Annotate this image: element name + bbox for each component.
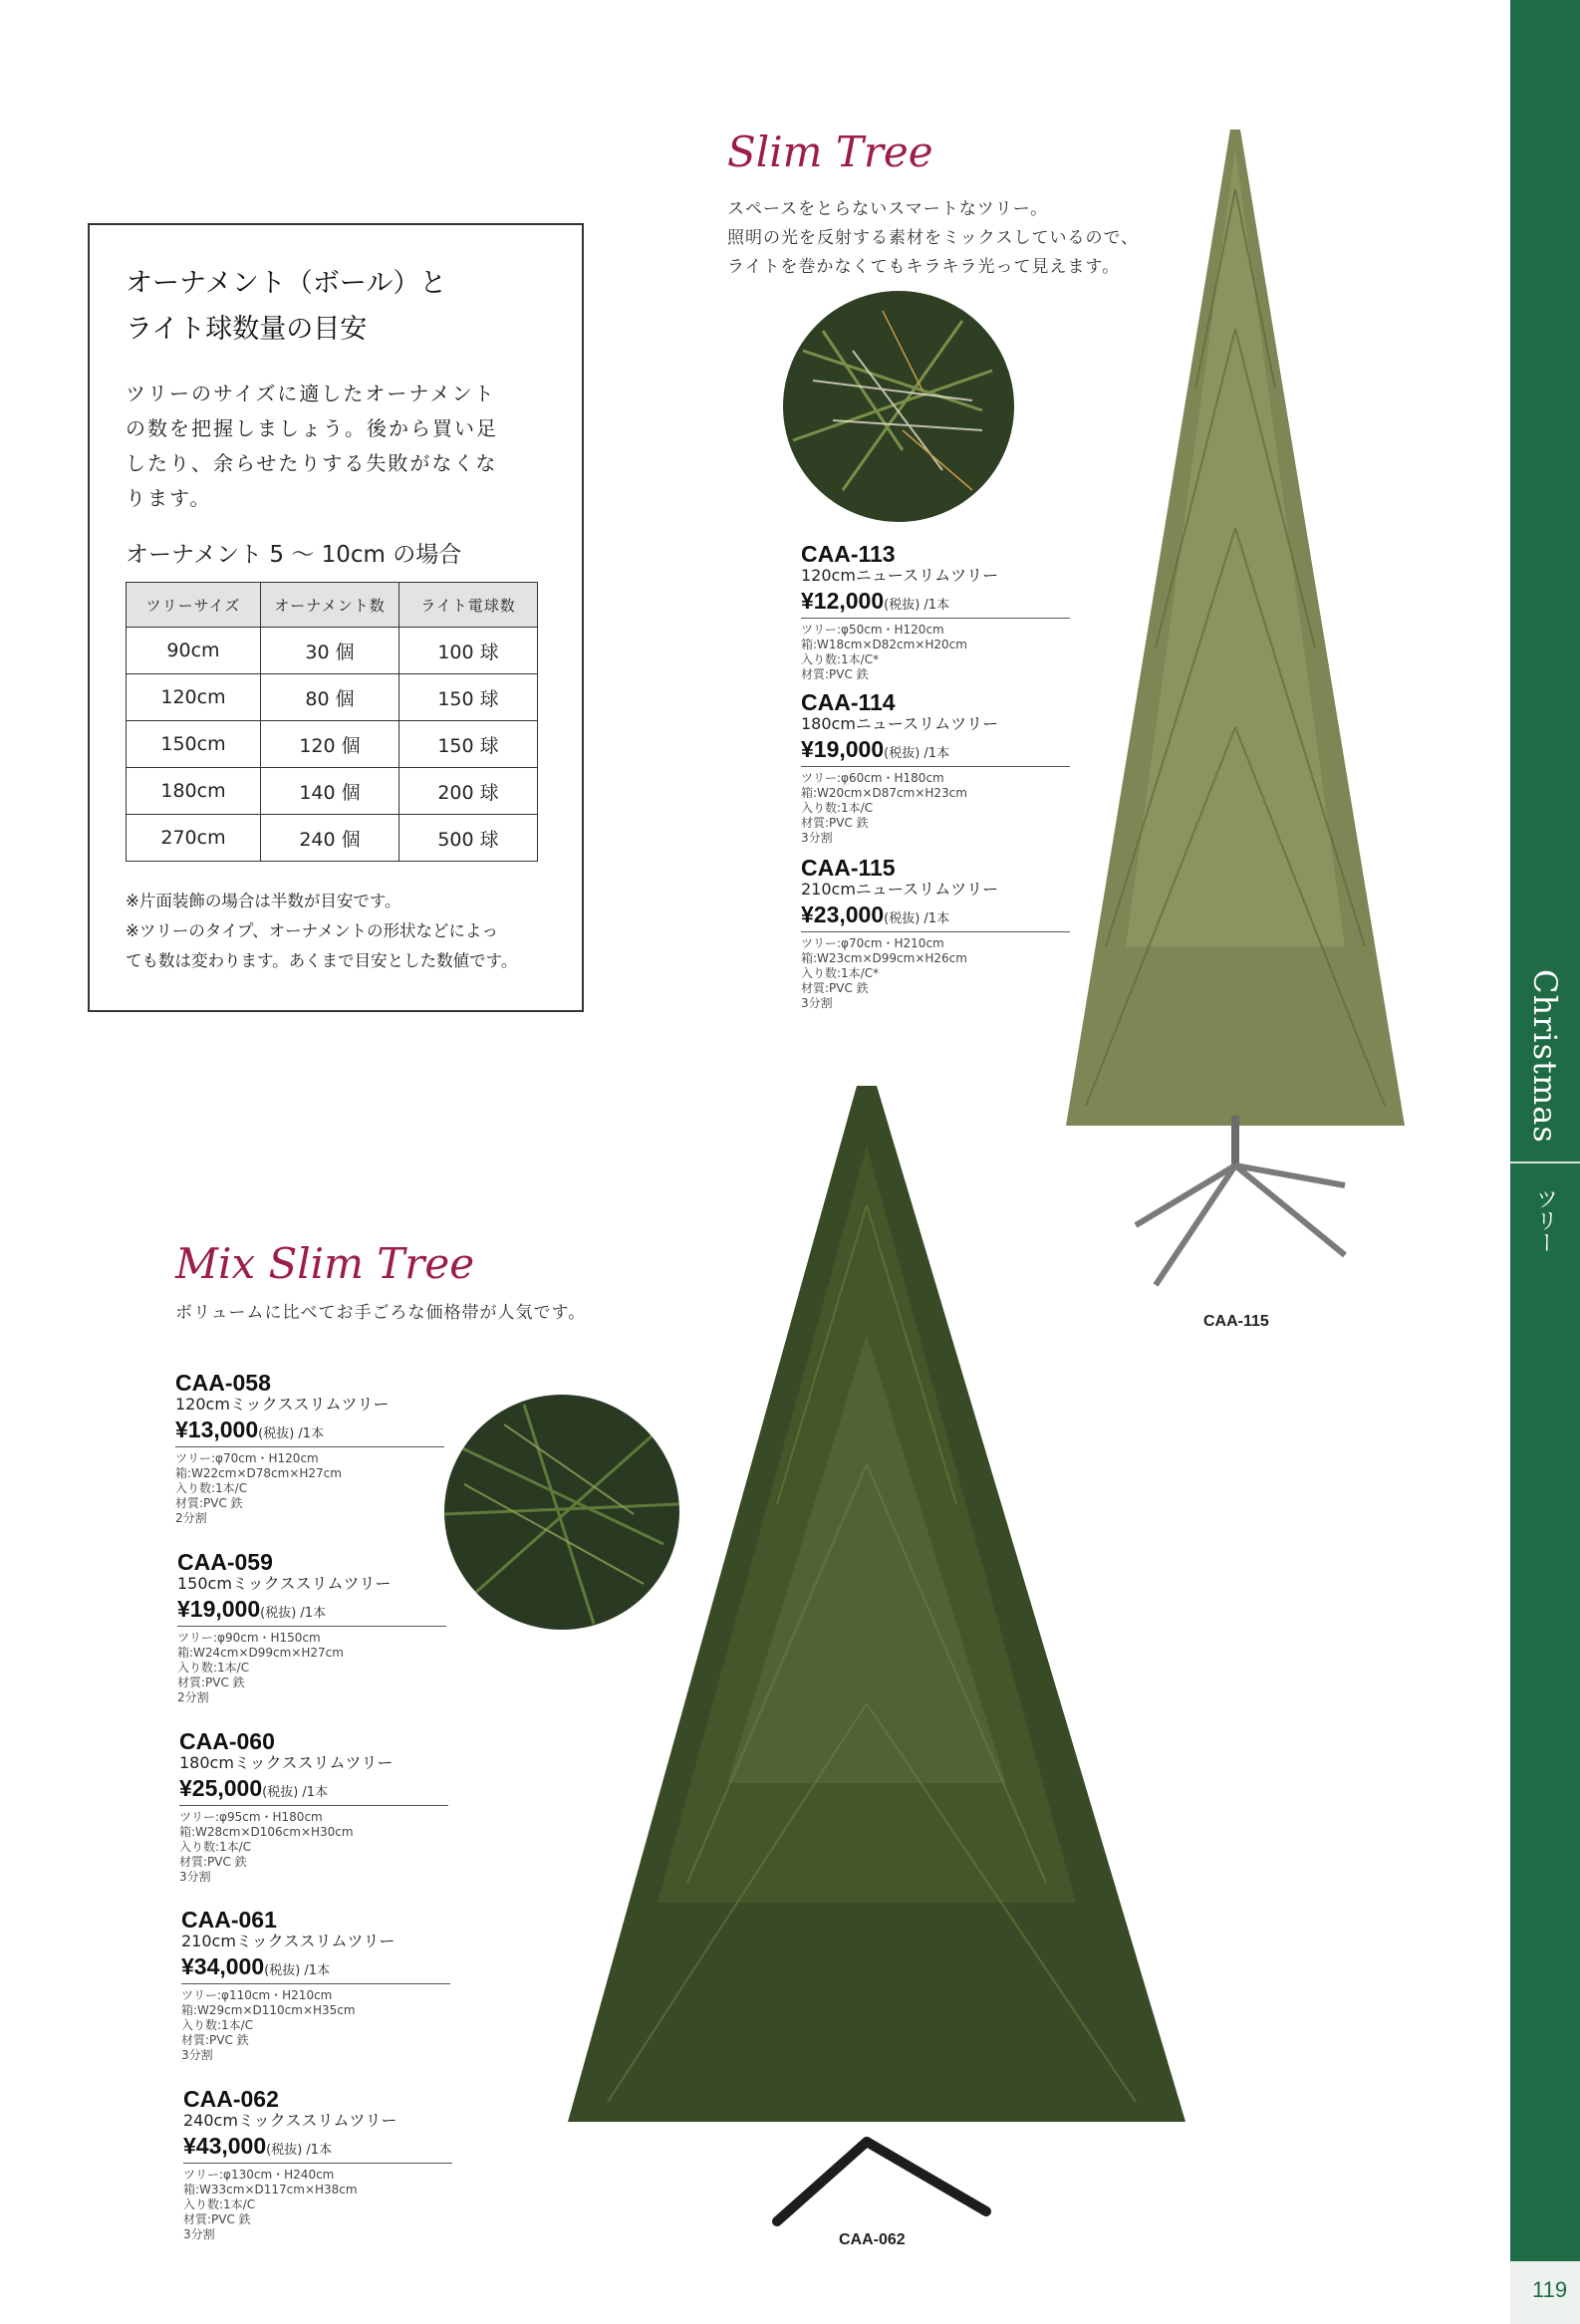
product-name: 180cmミックススリムツリー xyxy=(179,1753,394,1772)
product-caa-059 xyxy=(177,1550,446,1705)
table-row xyxy=(127,628,538,674)
table-row xyxy=(127,674,538,721)
table-header-row xyxy=(127,583,538,628)
price-unit: (税抜) /1本 xyxy=(262,1785,329,1800)
product-name: 240cmミックススリムツリー xyxy=(183,2111,397,2130)
product-price: ¥13,000 xyxy=(175,1417,259,1442)
tab-sub-label: ツリー xyxy=(1532,1187,1558,1253)
price-unit: (税抜) /1本 xyxy=(884,598,950,613)
mix-tree-photo-caption: CAA-062 xyxy=(839,2231,906,2248)
product-caa-113 xyxy=(801,542,1070,682)
mix-slim-tree-title: Mix Slim Tree xyxy=(175,1239,475,1288)
guide-notes: ※片面装飾の場合は半数が目安です。 ※ツリーのタイプ、オーナメントの形状などによっ ても数は変わります。あくまで目安とした数値です。 xyxy=(126,892,518,970)
table-cell: 150 球 xyxy=(399,674,538,721)
table-header: オーナメント数 xyxy=(261,583,399,628)
price-unit: (税抜) /1本 xyxy=(266,2143,333,2158)
price-line xyxy=(801,736,1070,767)
price-line xyxy=(801,588,1070,619)
price-line xyxy=(801,902,1070,932)
product-price: ¥43,000 xyxy=(183,2133,267,2159)
product-name: 150cmミックススリムツリー xyxy=(177,1574,392,1593)
product-specs: ツリー:φ90cm・H150cm 箱:W24cm×D99cm×H27cm 入り数:1本/C 材質:PVC 鉄 2分割 xyxy=(177,1631,344,1704)
table-cell: 140 個 xyxy=(261,768,399,815)
price-unit: (税抜) /1本 xyxy=(260,1606,327,1621)
table-row xyxy=(127,815,538,862)
product-code: CAA-060 xyxy=(179,1728,275,1754)
product-price: ¥23,000 xyxy=(801,902,885,927)
product-code: CAA-113 xyxy=(801,541,896,567)
product-specs: ツリー:φ110cm・H210cm 箱:W29cm×D110cm×H35cm 入り数:1本/C 材質:PVC 鉄 3分割 xyxy=(181,1988,356,2062)
price-unit: (税抜) /1本 xyxy=(264,1963,331,1978)
table-cell: 150cm xyxy=(127,721,261,768)
table-cell: 500 球 xyxy=(399,815,538,862)
ornament-table xyxy=(126,582,538,862)
slim-tree-title: Slim Tree xyxy=(727,128,933,176)
table-cell: 120cm xyxy=(127,674,261,721)
product-caa-114 xyxy=(801,690,1070,846)
table-header: ツリーサイズ xyxy=(127,583,261,628)
table-cell: 100 球 xyxy=(399,628,538,674)
guide-subheading: オーナメント 5 〜 10cm の場合 xyxy=(126,542,462,568)
product-code: CAA-115 xyxy=(801,855,896,881)
product-price: ¥19,000 xyxy=(801,736,885,762)
price-unit: (税抜) /1本 xyxy=(884,746,950,761)
table-cell: 240 個 xyxy=(261,815,399,862)
tab-divider xyxy=(1510,1162,1580,1163)
product-specs: ツリー:φ70cm・H120cm 箱:W22cm×D78cm×H27cm 入り数:1本/C 材質:PVC 鉄 2分割 xyxy=(175,1451,342,1525)
table-header: ライト電球数 xyxy=(399,583,538,628)
slim-tree-detail-photo xyxy=(783,291,1014,522)
price-unit: (税抜) /1本 xyxy=(258,1426,325,1441)
product-code: CAA-062 xyxy=(183,2086,279,2112)
product-price: ¥34,000 xyxy=(181,1953,265,1979)
price-line xyxy=(179,1775,448,1806)
product-specs: ツリー:φ70cm・H210cm 箱:W23cm×D99cm×H26cm 入り数:1本/C* 材質:PVC 鉄 3分割 xyxy=(801,936,967,1010)
mix-tree-photo xyxy=(558,1086,1195,2241)
price-line xyxy=(183,2133,452,2164)
table-cell: 270cm xyxy=(127,815,261,862)
table-row xyxy=(127,721,538,768)
price-line xyxy=(175,1417,444,1447)
table-cell: 80 個 xyxy=(261,674,399,721)
product-price: ¥12,000 xyxy=(801,588,885,614)
guide-title: オーナメント（ボール）と ライト球数量の目安 xyxy=(126,268,447,345)
table-cell: 200 球 xyxy=(399,768,538,815)
table-cell: 150 球 xyxy=(399,721,538,768)
product-specs: ツリー:φ60cm・H180cm 箱:W20cm×D87cm×H23cm 入り数:1本/C 材質:PVC 鉄 3分割 xyxy=(801,771,967,845)
product-name: 210cmミックススリムツリー xyxy=(181,1932,395,1950)
product-caa-061 xyxy=(181,1908,450,2063)
product-name: 210cmニュースリムツリー xyxy=(801,880,999,899)
tab-label: Christmas xyxy=(1526,968,1564,1144)
product-name: 120cmニュースリムツリー xyxy=(801,566,999,585)
table-cell: 120 個 xyxy=(261,721,399,768)
slim-tree-description: スペースをとらないスマートなツリー。 照明の光を反射する素材をミックスしているので、 ライトを巻かなくてもキラキラ光って見えます。 xyxy=(727,199,1140,277)
product-caa-060 xyxy=(179,1729,448,1885)
product-caa-115 xyxy=(801,856,1070,1011)
product-name: 120cmミックススリムツリー xyxy=(175,1395,390,1414)
table-cell: 180cm xyxy=(127,768,261,815)
product-code: CAA-114 xyxy=(801,689,896,715)
table-row xyxy=(127,768,538,815)
product-caa-062 xyxy=(183,2087,452,2242)
product-specs: ツリー:φ130cm・H240cm 箱:W33cm×D117cm×H38cm 入り数:1本/C 材質:PVC 鉄 3分割 xyxy=(183,2168,358,2241)
product-specs: ツリー:φ50cm・H120cm 箱:W18cm×D82cm×H20cm 入り数:1本/C* 材質:PVC 鉄 xyxy=(801,623,967,681)
price-line xyxy=(177,1596,446,1627)
slim-tree-photo-caption: CAA-115 xyxy=(1203,1313,1269,1330)
product-code: CAA-061 xyxy=(181,1907,277,1933)
table-cell: 90cm xyxy=(127,628,261,674)
price-line xyxy=(181,1953,450,1984)
product-caa-058 xyxy=(175,1371,444,1526)
product-price: ¥25,000 xyxy=(179,1775,263,1801)
product-code: CAA-059 xyxy=(177,1549,273,1575)
product-specs: ツリー:φ95cm・H180cm 箱:W28cm×D106cm×H30cm 入り数:1本/C 材質:PVC 鉄 3分割 xyxy=(179,1810,354,1884)
table-cell: 30 個 xyxy=(261,628,399,674)
price-unit: (税抜) /1本 xyxy=(884,911,950,926)
guide-description: ツリーのサイズに適したオーナメント の数を把握しましょう。後から買い足 したり、余らせたりする失敗がなくな ります。 xyxy=(126,382,498,510)
product-price: ¥19,000 xyxy=(177,1596,261,1622)
page-number: 119 xyxy=(1532,2277,1568,2302)
mix-slim-tree-description: ボリュームに比べてお手ごろな価格帯が人気です。 xyxy=(175,1303,587,1323)
ornament-guide-box xyxy=(88,223,584,1012)
product-name: 180cmニュースリムツリー xyxy=(801,714,999,733)
product-code: CAA-058 xyxy=(175,1370,271,1396)
